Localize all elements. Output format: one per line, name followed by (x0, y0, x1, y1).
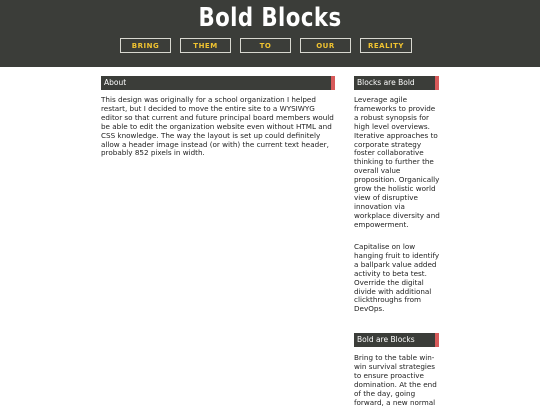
accent-stripe (435, 76, 439, 90)
sidebar-paragraph-1: Leverage agile frameworks to provide a robust synopsis for high level overviews. Iterative approaches to corporate strategy foster collaborative thinking to further the overall value proposition. Organically grow the holistic world view of disruptive innovation via workplace diversity and empowerment. (354, 95, 440, 229)
nav-item-to[interactable]: TO (240, 38, 291, 53)
nav-item-them[interactable]: THEM (180, 38, 231, 53)
sidebar-heading-1: Blocks are Bold (357, 78, 415, 87)
about-heading-bar (101, 76, 335, 90)
nav-item-bring[interactable]: BRING (120, 38, 171, 53)
sidebar-paragraph-3: Bring to the table win-win survival strategies to ensure proactive domination. At the end of the day, going forward, a new normal (354, 353, 437, 407)
about-body: This design was originally for a school organization I helped restart, but I decided to move the entire site to a WYSIWYG editor so that current and future principal board members would be able to edit the organization website even without HTML and CSS knowledge. The way the layout is set up could definitely allow a header image instead (or with) the current text header, probably 852 pixels in width. (101, 95, 334, 158)
sidebar-heading-2: Bold are Blocks (357, 335, 415, 344)
accent-stripe (331, 76, 335, 90)
site-title: Bold Blocks (198, 3, 342, 33)
about-heading: About (104, 78, 127, 87)
accent-stripe (435, 333, 439, 347)
sidebar-heading-bar-1 (354, 76, 439, 90)
site-header (0, 0, 540, 67)
sidebar-heading-bar-2 (354, 333, 439, 347)
nav-item-reality[interactable]: REALITY (360, 38, 412, 53)
main-nav (0, 38, 540, 56)
nav-item-our[interactable]: OUR (300, 38, 351, 53)
sidebar-paragraph-2: Capitalise on low hanging fruit to identify a ballpark value added activity to beta test. Override the digital divide with additional clickthroughs from DevOps. (354, 242, 440, 314)
